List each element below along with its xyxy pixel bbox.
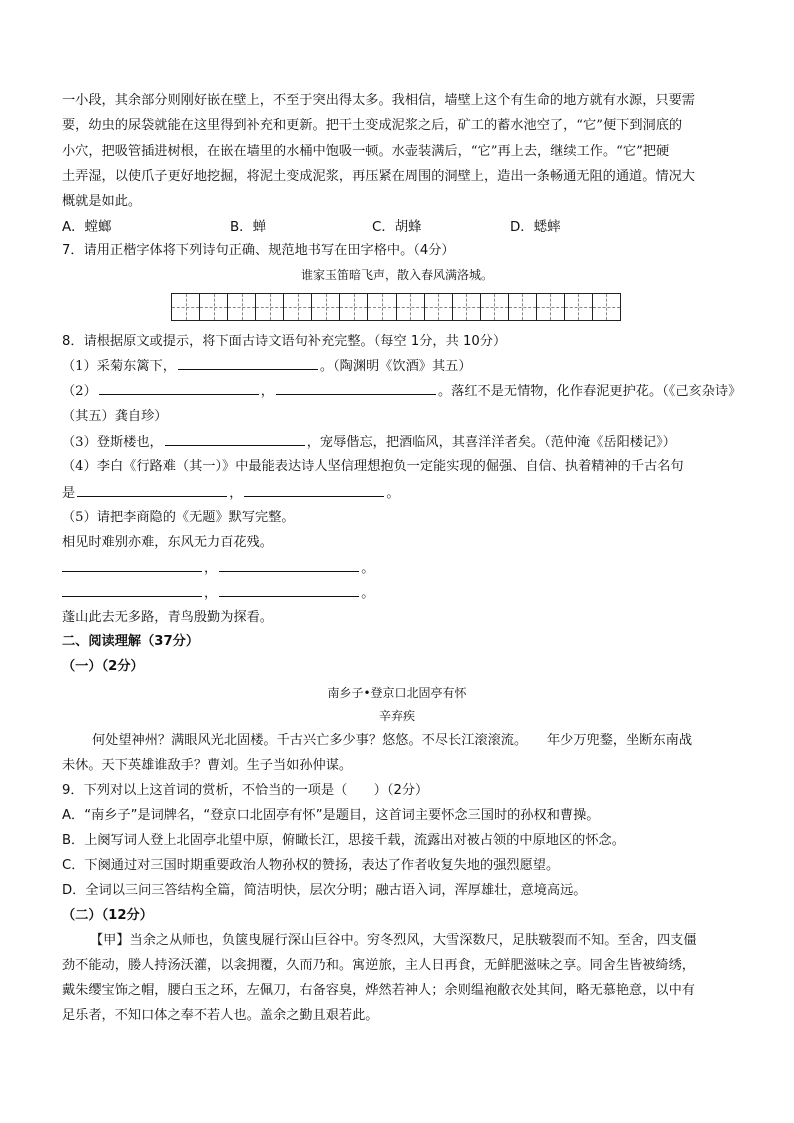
q8-1-prefix: （1）采菊东篱下， xyxy=(62,359,176,374)
q6-option-b: B．蝉 xyxy=(230,220,266,235)
q8-5-first-line: 相见时难别亦难，东风无力百花残。 xyxy=(62,535,273,550)
q8-item-2: （2） ， 。落红不是无情物，化作春泥更护花。（《己亥杂诗》 xyxy=(62,384,742,399)
grid-cell[interactable] xyxy=(284,294,312,320)
answer-blank[interactable] xyxy=(77,484,227,497)
q8-item-3 xyxy=(62,433,732,452)
poem-line: 何处望神州？满眼风光北固楼。千古兴亡多少事？悠悠。不尽长江滚滚流。 年少万兜鍪，坐断东南战 xyxy=(92,733,693,748)
period: 。 xyxy=(361,561,375,576)
grid-cell[interactable] xyxy=(312,294,340,320)
passage-line: 土弄湿，以使爪子更好地挖掘，将泥土变成泥浆，再压紧在周围的洞壁上，造出一条畅通无阻的通道。情况大 xyxy=(62,169,695,184)
grid-cell[interactable] xyxy=(565,294,593,320)
passage-jia-line: 【甲】当余之从师也，负箧曳屣行深山巨谷中。穷冬烈风，大雪深数尺，足肤皲裂而不知。至舍，四支僵 xyxy=(90,933,697,948)
q8-item-2-source: （其五）龚自珍） xyxy=(62,409,168,424)
grid-cell[interactable] xyxy=(453,294,481,320)
poem-title: 南乡子•登京口北固亭有怀 xyxy=(327,686,467,700)
q8-2-suffix: 。落红不是无情物，化作春泥更护花。（《己亥杂诗》 xyxy=(437,384,742,399)
q8-item-1 xyxy=(62,357,732,376)
q8-4-prefix: 是 xyxy=(62,486,76,501)
grid-cell[interactable] xyxy=(397,294,425,320)
grid-cell[interactable] xyxy=(340,294,368,320)
passage-jia-line: 戴朱缨宝饰之帽，腰白玉之环，左佩刀，右备容臭，烨然若神人；余则缊袍敝衣处其间，略无慕艳意，以中有 xyxy=(62,983,695,998)
answer-blank[interactable] xyxy=(219,559,359,572)
q9-option-d: D．全词以三问三答结构全篇，简洁明快，层次分明；融古语入词，浑厚雄壮，意境高远。 xyxy=(62,883,587,898)
grid-cell[interactable] xyxy=(256,294,284,320)
section-title: 二、阅读理解（37分） xyxy=(62,634,200,649)
grid-cell[interactable] xyxy=(228,294,256,320)
q9-option-c: C．下阕通过对三国时期重要政治人物孙权的赞扬，表达了作者收复失地的强烈愿望。 xyxy=(62,858,560,873)
passage-jia-line: 劲不能动，媵人持汤沃灌，以衾拥覆，久而乃和。寓逆旅，主人日再食，无鲜肥滋味之享。同舍生皆被绮绣， xyxy=(62,958,695,973)
q6-option-c: C．胡蜂 xyxy=(372,220,422,235)
q6-option-d: D．蟋蟀 xyxy=(510,220,561,235)
grid-cell[interactable] xyxy=(200,294,228,320)
q9-option-a: A．“南乡子”是词牌名，“登京口北固亭有怀”是题目，这首词主要怀念三国时的孙权和曹操。 xyxy=(62,808,600,823)
q8-5-blank-line xyxy=(62,559,732,578)
q7-poem: 谁家玉笛暗飞声，散入春风满洛城。 xyxy=(300,268,493,282)
q6-option-a: A．螳螂 xyxy=(62,220,112,235)
answer-blank[interactable] xyxy=(165,433,305,446)
grid-cell[interactable] xyxy=(593,294,620,320)
grid-cell[interactable] xyxy=(481,294,509,320)
grid-cell[interactable] xyxy=(368,294,396,320)
answer-blank[interactable] xyxy=(99,382,259,395)
passage-line: 概就是如此。 xyxy=(62,194,142,209)
q8-4-suffix: 。 xyxy=(386,486,400,501)
answer-blank[interactable] xyxy=(276,382,436,395)
grid-cell[interactable] xyxy=(509,294,537,320)
q9-stem: 9．下列对以上这首词的赏析，不恰当的一项是（ ）（2分） xyxy=(62,783,429,798)
q8-5-last-line: 蓬山此去无多路，青鸟殷勤为探看。 xyxy=(62,610,273,625)
q8-item-4-answer xyxy=(62,484,732,503)
passage-line: 小穴，把吸管插进树根，在嵌在墙里的水桶中饱吸一顿。水壶装满后，“它”再上去，继续工作。“它”把硬 xyxy=(62,144,670,159)
q8-2-prefix: （2） xyxy=(62,384,97,399)
answer-blank[interactable] xyxy=(178,357,318,370)
poem-author: 辛弃疾 xyxy=(378,709,415,723)
part-title: （一）（2分） xyxy=(62,659,144,674)
q8-item-4: （4）李白《行路难（其一）》中最能表达诗人坚信理想抱负一定能实现的倔强、自信、执着精神的千古名句 xyxy=(62,459,684,474)
q7-stem: 7．请用正楷字体将下列诗句正确、规范地书写在田字格中。（4分） xyxy=(62,243,455,258)
passage-line: 一小段，其余部分则刚好嵌在壁上，不至于突出得太多。我相信，墙壁上这个有生命的地方就有水源，只要需 xyxy=(62,93,695,108)
tianzige-grid[interactable] xyxy=(171,293,621,321)
comma: ， xyxy=(204,586,218,601)
comma: ， xyxy=(204,561,218,576)
answer-blank[interactable] xyxy=(219,584,359,597)
q8-4-mid: ， xyxy=(229,486,243,501)
q8-5-blank-line xyxy=(62,584,732,603)
q8-1-suffix: 。（陶渊明《饮酒》其五） xyxy=(319,359,472,374)
grid-cell[interactable] xyxy=(537,294,565,320)
grid-cell[interactable] xyxy=(172,294,200,320)
part-title: （二）（12分） xyxy=(62,908,153,923)
q8-3-prefix: （3）登斯楼也， xyxy=(62,435,163,450)
passage-line: 要，幼虫的尿袋就能在这里得到补充和更新。把干土变成泥浆之后，矿工的蓄水池空了，“它”便下到洞底的 xyxy=(62,118,683,133)
q8-3-suffix: ，宠辱偕忘，把酒临风，其喜洋洋者矣。（范仲淹《岳阳楼记》） xyxy=(306,435,676,450)
period: 。 xyxy=(361,586,375,601)
q8-stem: 8．请根据原文或提示，将下面古诗文语句补充完整。（每空 1分，共 10分） xyxy=(62,334,507,349)
grid-cell[interactable] xyxy=(425,294,453,320)
answer-blank[interactable] xyxy=(244,484,384,497)
answer-blank[interactable] xyxy=(62,559,202,572)
q8-item-5: （5）请把李商隐的《无题》默写完整。 xyxy=(62,510,295,525)
answer-blank[interactable] xyxy=(62,584,202,597)
q9-option-b: B．上阕写词人登上北固亭北望中原，俯瞰长江，思接千载，流露出对被占领的中原地区的怀念。 xyxy=(62,833,625,848)
passage-jia-line: 足乐者，不知口体之奉不若人也。盖余之勤且艰若此。 xyxy=(62,1008,379,1023)
poem-line: 未休。天下英雄谁敌手？曹刘。生子当如孙仲谋。 xyxy=(62,758,353,773)
